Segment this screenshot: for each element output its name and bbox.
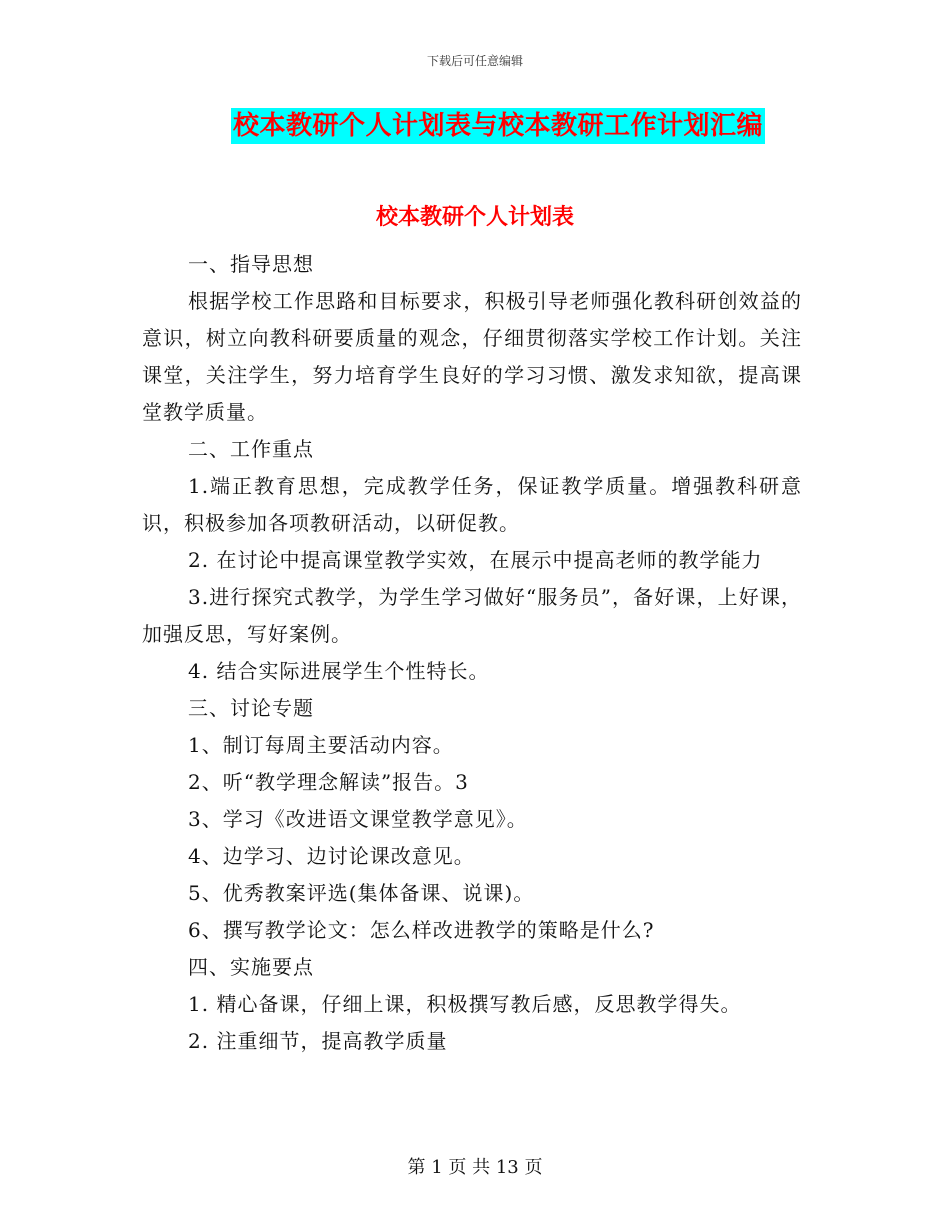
- work-focus-item-4: 4. 结合实际进展学生个性特长。: [188, 659, 490, 683]
- work-focus-item-2: 2. 在讨论中提高课堂教学实效，在展示中提高老师的教学能力: [188, 548, 763, 572]
- sub-title: 校本教研个人计划表: [375, 204, 574, 230]
- section-heading-implementation: 四、实施要点: [188, 955, 314, 979]
- implementation-item-2: 2. 注重细节，提高教学质量: [188, 1029, 448, 1053]
- implementation-item-1: 1. 精心备课，仔细上课，积极撰写教后感，反思教学得失。: [188, 992, 742, 1016]
- work-focus-item-1: 1.端正教育思想，完成教学任务，保证教学质量。增强教科研意识，积极参加各项教研活动，以研促教。: [142, 474, 802, 535]
- discussion-topic-6: 6、撰写教学论文：怎么样改进教学的策略是什么?: [188, 918, 655, 942]
- header-note: 下载后可任意编辑: [426, 54, 523, 68]
- discussion-topic-4: 4、边学习、边讨论课改意见。: [188, 844, 475, 868]
- discussion-topic-2: 2、听“教学理念解读”报告。3: [188, 770, 469, 794]
- document-body: [142, 246, 802, 1060]
- discussion-topic-5: 5、优秀教案评选(集体备课、说课)。: [188, 881, 535, 905]
- section-heading-discussion-topics: 三、讨论专题: [188, 696, 314, 720]
- work-focus-item-3: 3.进行探究式教学，为学生学习做好“服务员”，备好课，上好课，加强反思，写好案例。: [142, 585, 802, 646]
- discussion-topic-1: 1、制订每周主要活动内容。: [188, 733, 454, 757]
- discussion-topic-3: 3、学习《改进语文课堂教学意见》。: [188, 807, 528, 831]
- main-title: 校本教研个人计划表与校本教研工作计划汇编: [231, 108, 765, 144]
- main-title-container: [0, 108, 950, 144]
- section-heading-work-focus: 二、工作重点: [188, 437, 314, 461]
- section-heading-guiding-ideology: 一、指导思想: [188, 252, 314, 276]
- paragraph-guiding-ideology: 根据学校工作思路和目标要求，积极引导老师强化教科研创效益的意识，树立向教科研要质量的观念，仔细贯彻落实学校工作计划。关注课堂，关注学生，努力培育学生良好的学习习惯、激发求知欲，提高课堂教学质量。: [142, 289, 802, 424]
- page-footer: 第 1 页 共 13 页: [407, 1157, 543, 1178]
